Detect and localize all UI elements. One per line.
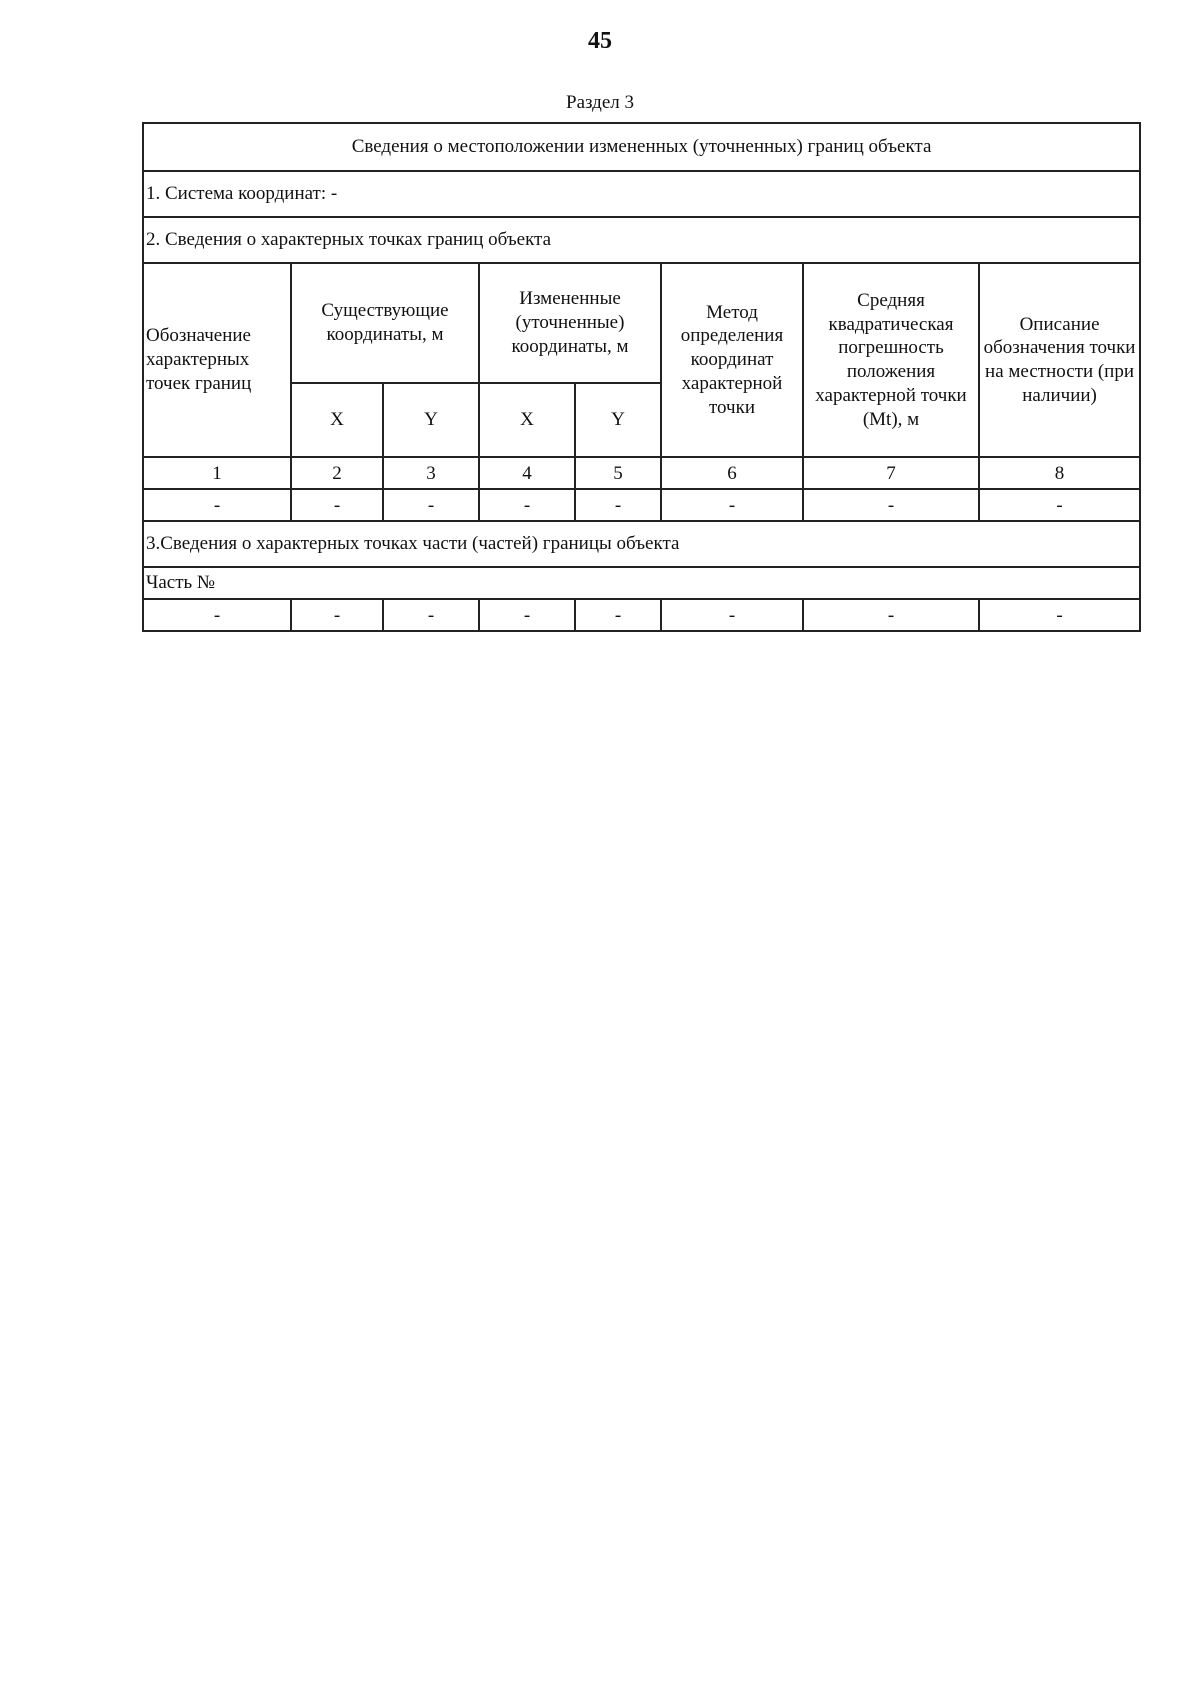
table-cell: - [291,489,383,521]
header-existing-coordinates: Существующие координаты, м [291,263,479,383]
coordinate-system-row: 1. Система координат: - [143,171,1140,217]
header-point-label: Обозначение характерных точек границ [143,263,291,457]
table-cell: - [979,599,1140,631]
table-cell: - [383,599,479,631]
table-row [143,599,1140,631]
table-cell: - [979,489,1140,521]
column-number: 4 [479,457,575,489]
column-number: 5 [575,457,661,489]
column-number: 2 [291,457,383,489]
header-existing-x: X [291,383,383,457]
header-existing-y: Y [383,383,479,457]
table-cell: - [575,489,661,521]
table-cell: - [803,489,979,521]
column-number: 7 [803,457,979,489]
table-title: Сведения о местоположении измененных (уточненных) границ объекта [143,123,1140,171]
parts-section-heading: 3.Сведения о характерных точках части (частей) границы объекта [143,521,1140,567]
table-row [143,489,1140,521]
table-cell: - [143,489,291,521]
points-section-heading: 2. Сведения о характерных точках границ объекта [143,217,1140,263]
table-cell: - [575,599,661,631]
header-mean-error: Средняя квадратическая погрешность положения характерной точки (Mt), м [803,263,979,457]
header-changed-coordinates: Измененные (уточненные) координаты, м [479,263,661,383]
table-cell: - [803,599,979,631]
header-changed-y: Y [575,383,661,457]
column-number: 1 [143,457,291,489]
header-changed-x: X [479,383,575,457]
table-cell: - [291,599,383,631]
page-number: 45 [588,28,612,54]
table-cell: - [143,599,291,631]
column-number: 8 [979,457,1140,489]
section-label: Раздел 3 [566,92,634,113]
table-cell: - [479,599,575,631]
header-point-description: Описание обозначения точки на местности (при наличии) [979,263,1140,457]
boundary-points-table [142,122,1141,632]
table-cell: - [661,489,803,521]
table-cell: - [479,489,575,521]
column-number: 3 [383,457,479,489]
column-numbers-row [143,457,1140,489]
table-cell: - [661,599,803,631]
header-method: Метод определения координат характерной точки [661,263,803,457]
column-number: 6 [661,457,803,489]
table-cell: - [383,489,479,521]
part-number-row: Часть № [143,567,1140,599]
